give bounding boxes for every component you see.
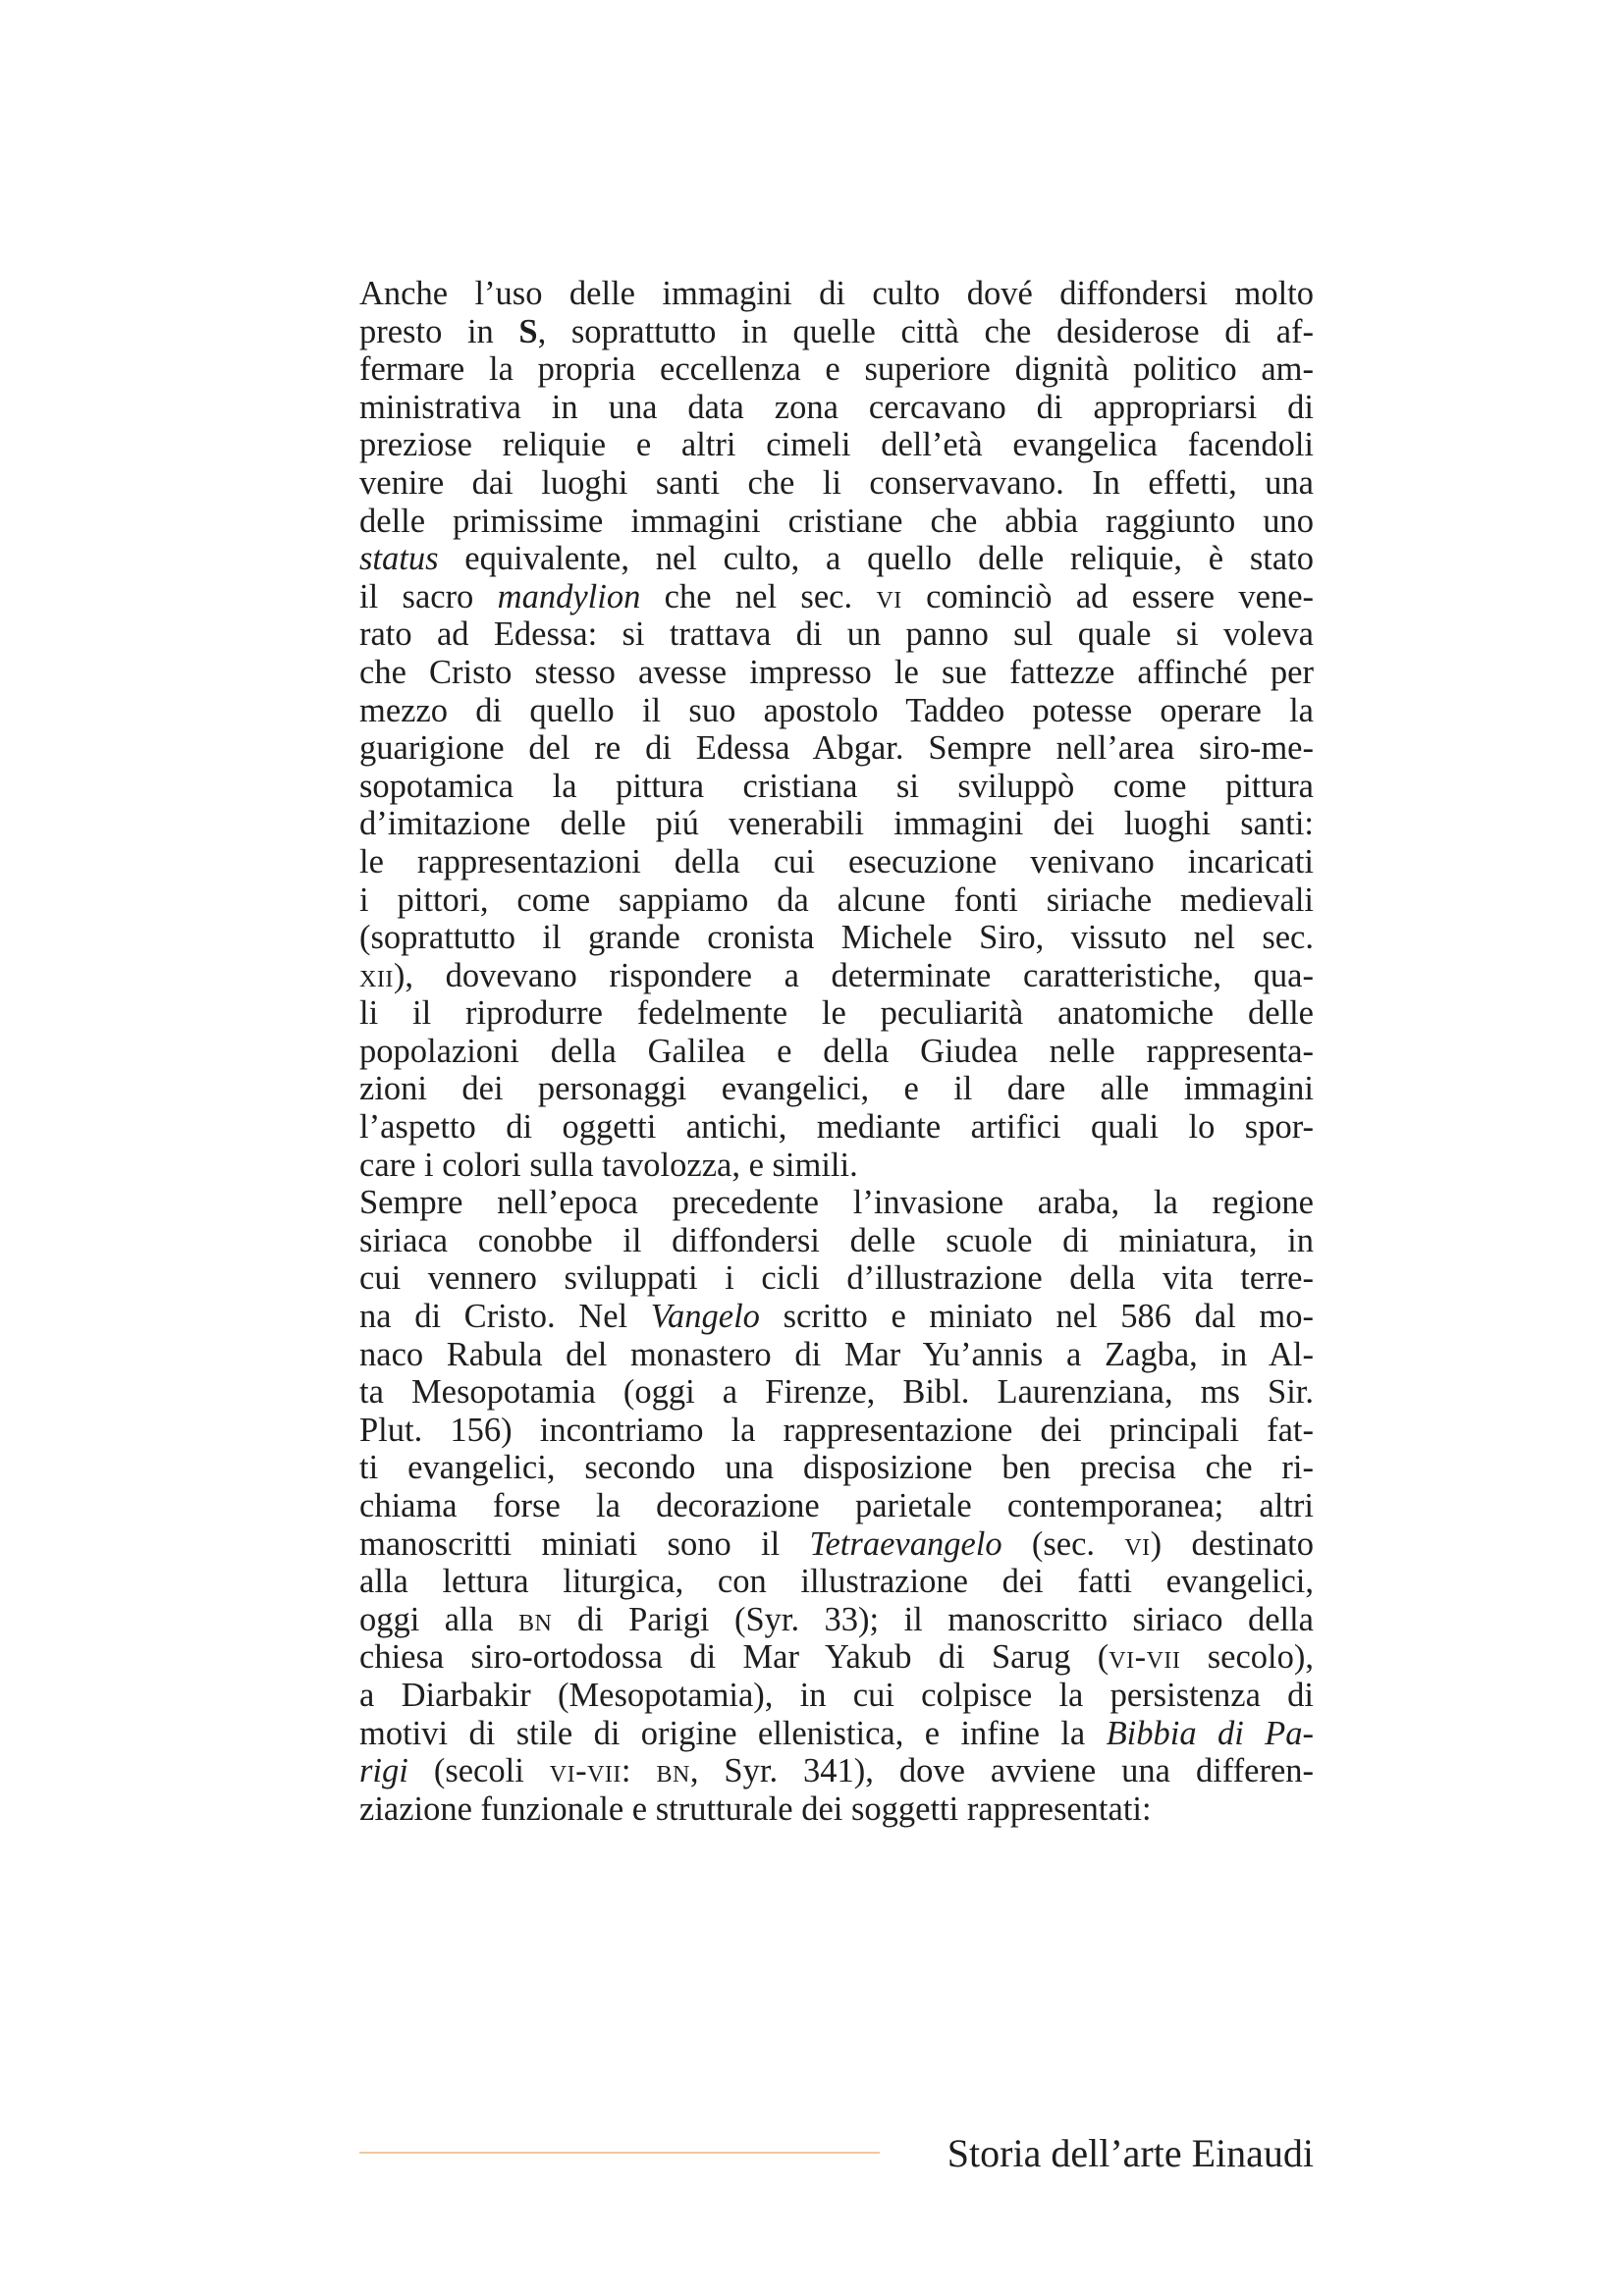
text-segment: secolo), [1180,1638,1314,1677]
text-line [359,805,1314,843]
text-line [359,464,1314,503]
small-caps-text: bn [518,1600,553,1638]
text-segment: naco Rabula del monastero di Mar Yu’annis a Zagba, in Al- [359,1335,1314,1373]
text-segment: presto in [359,312,519,350]
text-segment: na di Cristo. Nel [359,1298,651,1336]
text-line [359,615,1314,654]
text-segment: che nel sec. [640,577,877,615]
text-line [359,654,1314,692]
text-line [359,729,1314,768]
text-segment: popolazioni della Galilea e della Giudea nelle rappresenta- [359,1032,1314,1070]
bold-text: S [518,312,538,350]
text-segment: ) destinato [1150,1524,1315,1563]
text-segment: cui vennero sviluppati i cicli d’illustrazione della vita terre- [359,1259,1314,1298]
footer-rule [359,2152,880,2154]
text-line [359,1449,1314,1487]
text-segment: (secoli [407,1752,550,1790]
text-line [359,1677,1314,1715]
text-segment: i pittori, come sappiamo da alcune fonti siriache medievali [359,881,1314,919]
text-segment: ti evangelici, secondo una disposizione ben precisa che ri- [359,1449,1314,1487]
text-segment: di Parigi (Syr. 33); il manoscritto siriaco della [552,1600,1314,1638]
text-segment: il sacro [359,577,498,615]
text-line [359,1373,1314,1412]
text-segment: guarigione del re di Edessa Abgar. Sempre nell’area siro-me- [359,729,1314,768]
text-line [359,1298,1314,1336]
text-segment: , soprattutto in quelle città che desiderose di af- [537,312,1314,350]
text-line [359,275,1314,313]
text-line [359,1222,1314,1260]
text-line [359,1184,1314,1222]
text-line [359,692,1314,730]
text-segment: motivi di stile di origine ellenistica, e infine la [359,1714,1107,1752]
italic-text: rigi [359,1752,408,1790]
small-caps-text: xii [359,956,394,994]
text-segment: sopotamica la pittura cristiana si sviluppò come pittura [359,767,1314,805]
body-text [359,275,1314,1828]
text-segment: le rappresentazioni della cui esecuzione venivano incaricati [359,842,1314,881]
italic-text: mandylion [497,577,641,615]
text-segment: a Diarbakir (Mesopotamia), in cui colpisce la persistenza di [359,1676,1314,1714]
text-line [359,1147,1314,1185]
text-segment: preziose reliquie e altri cimeli dell’età evangelica facendoli [359,426,1314,464]
text-segment: care i colori sulla tavolozza, e simili. [359,1146,858,1184]
text-segment: venire dai luoghi santi che li conservavano. In effetti, una [359,463,1314,502]
text-line [359,313,1314,351]
italic-text: status [359,540,439,578]
text-line [359,1790,1314,1829]
text-line [359,919,1314,957]
text-line [359,1752,1314,1790]
text-line [359,843,1314,881]
text-segment: zioni dei personaggi evangelici, e il dare alle immagini [359,1070,1314,1108]
small-caps-text: vi-vii [549,1752,622,1790]
text-segment: l’aspetto di oggetti antichi, mediante artifici quali lo spor- [359,1108,1314,1147]
text-line [359,1070,1314,1108]
text-line [359,1336,1314,1374]
small-caps-text: vi [1124,1524,1151,1563]
small-caps-text: vi-vii [1109,1638,1181,1677]
text-line [359,350,1314,389]
text-segment: d’imitazione delle piú venerabili immagini dei luoghi santi: [359,805,1314,843]
text-line [359,768,1314,806]
text-segment: ministrativa in una data zona cercavano di appropriarsi di [359,388,1314,426]
text-segment: cominciò ad essere vene- [901,577,1315,615]
text-segment: manoscritti miniati sono il [359,1524,810,1563]
text-line [359,1487,1314,1525]
text-segment: , Syr. 341), dove avviene una differen- [689,1752,1314,1790]
text-segment: fermare la propria eccellenza e superiore dignità politico am- [359,350,1314,389]
text-line [359,1715,1314,1753]
text-line [359,994,1314,1033]
text-segment: : [621,1752,657,1790]
text-segment: mezzo di quello il suo apostolo Taddeo potesse operare la [359,691,1314,729]
text-line [359,540,1314,578]
text-line [359,1563,1314,1601]
text-line [359,1638,1314,1677]
text-segment: siriaca conobbe il diffondersi delle scuole di miniatura, in [359,1221,1314,1259]
text-segment: ta Mesopotamia (oggi a Firenze, Bibl. Laurenziana, ms Sir. [359,1373,1314,1412]
text-segment: che Cristo stesso avesse impresso le sue fattezze affinché per [359,653,1314,691]
text-line [359,578,1314,616]
text-line [359,503,1314,541]
text-segment: ), dovevano rispondere a determinate caratteristiche, qua- [393,956,1314,994]
text-segment: oggi alla [359,1600,519,1638]
text-segment: (soprattutto il grande cronista Michele Siro, vissuto nel sec. [359,919,1314,957]
text-segment: delle primissime immagini cristiane che abbia raggiunto uno [359,502,1314,540]
text-segment: li il riprodurre fedelmente le peculiarità anatomiche delle [359,994,1314,1033]
small-caps-text: bn [656,1752,690,1790]
text-segment: ziazione funzionale e strutturale dei soggetti rappresentati: [359,1789,1152,1828]
footer-title: Storia dell’arte Einaudi [947,2131,1314,2175]
text-line [359,389,1314,427]
italic-text: Vangelo [650,1298,760,1336]
italic-text: Bibbia di Pa- [1106,1714,1314,1752]
text-segment: Anche l’uso delle immagini di culto dové diffondersi molto [359,275,1314,312]
text-segment: alla lettura liturgica, con illustrazione dei fatti evangelici, [359,1563,1314,1601]
text-segment: chiesa siro-ortodossa di Mar Yakub di Sarug ( [359,1638,1109,1677]
small-caps-text: vi [876,577,902,615]
text-segment: equivalente, nel culto, a quello delle reliquie, è stato [438,540,1314,578]
text-line [359,1601,1314,1639]
text-segment: (sec. [1001,1524,1125,1563]
text-line [359,957,1314,995]
text-segment: chiama forse la decorazione parietale contemporanea; altri [359,1487,1314,1524]
text-line [359,426,1314,464]
text-line [359,1412,1314,1450]
text-line [359,1108,1314,1147]
text-segment: rato ad Edessa: si trattava di un panno sul quale si voleva [359,615,1314,654]
text-segment: Sempre nell’epoca precedente l’invasione araba, la regione [359,1184,1314,1222]
text-line [359,1259,1314,1298]
text-segment: scritto e miniato nel 586 dal mo- [759,1298,1314,1336]
text-line [359,881,1314,920]
italic-text: Tetraevangelo [809,1524,1002,1563]
text-segment: Plut. 156) incontriamo la rappresentazione dei principali fat- [359,1411,1314,1449]
text-line [359,1033,1314,1071]
text-line [359,1525,1314,1564]
